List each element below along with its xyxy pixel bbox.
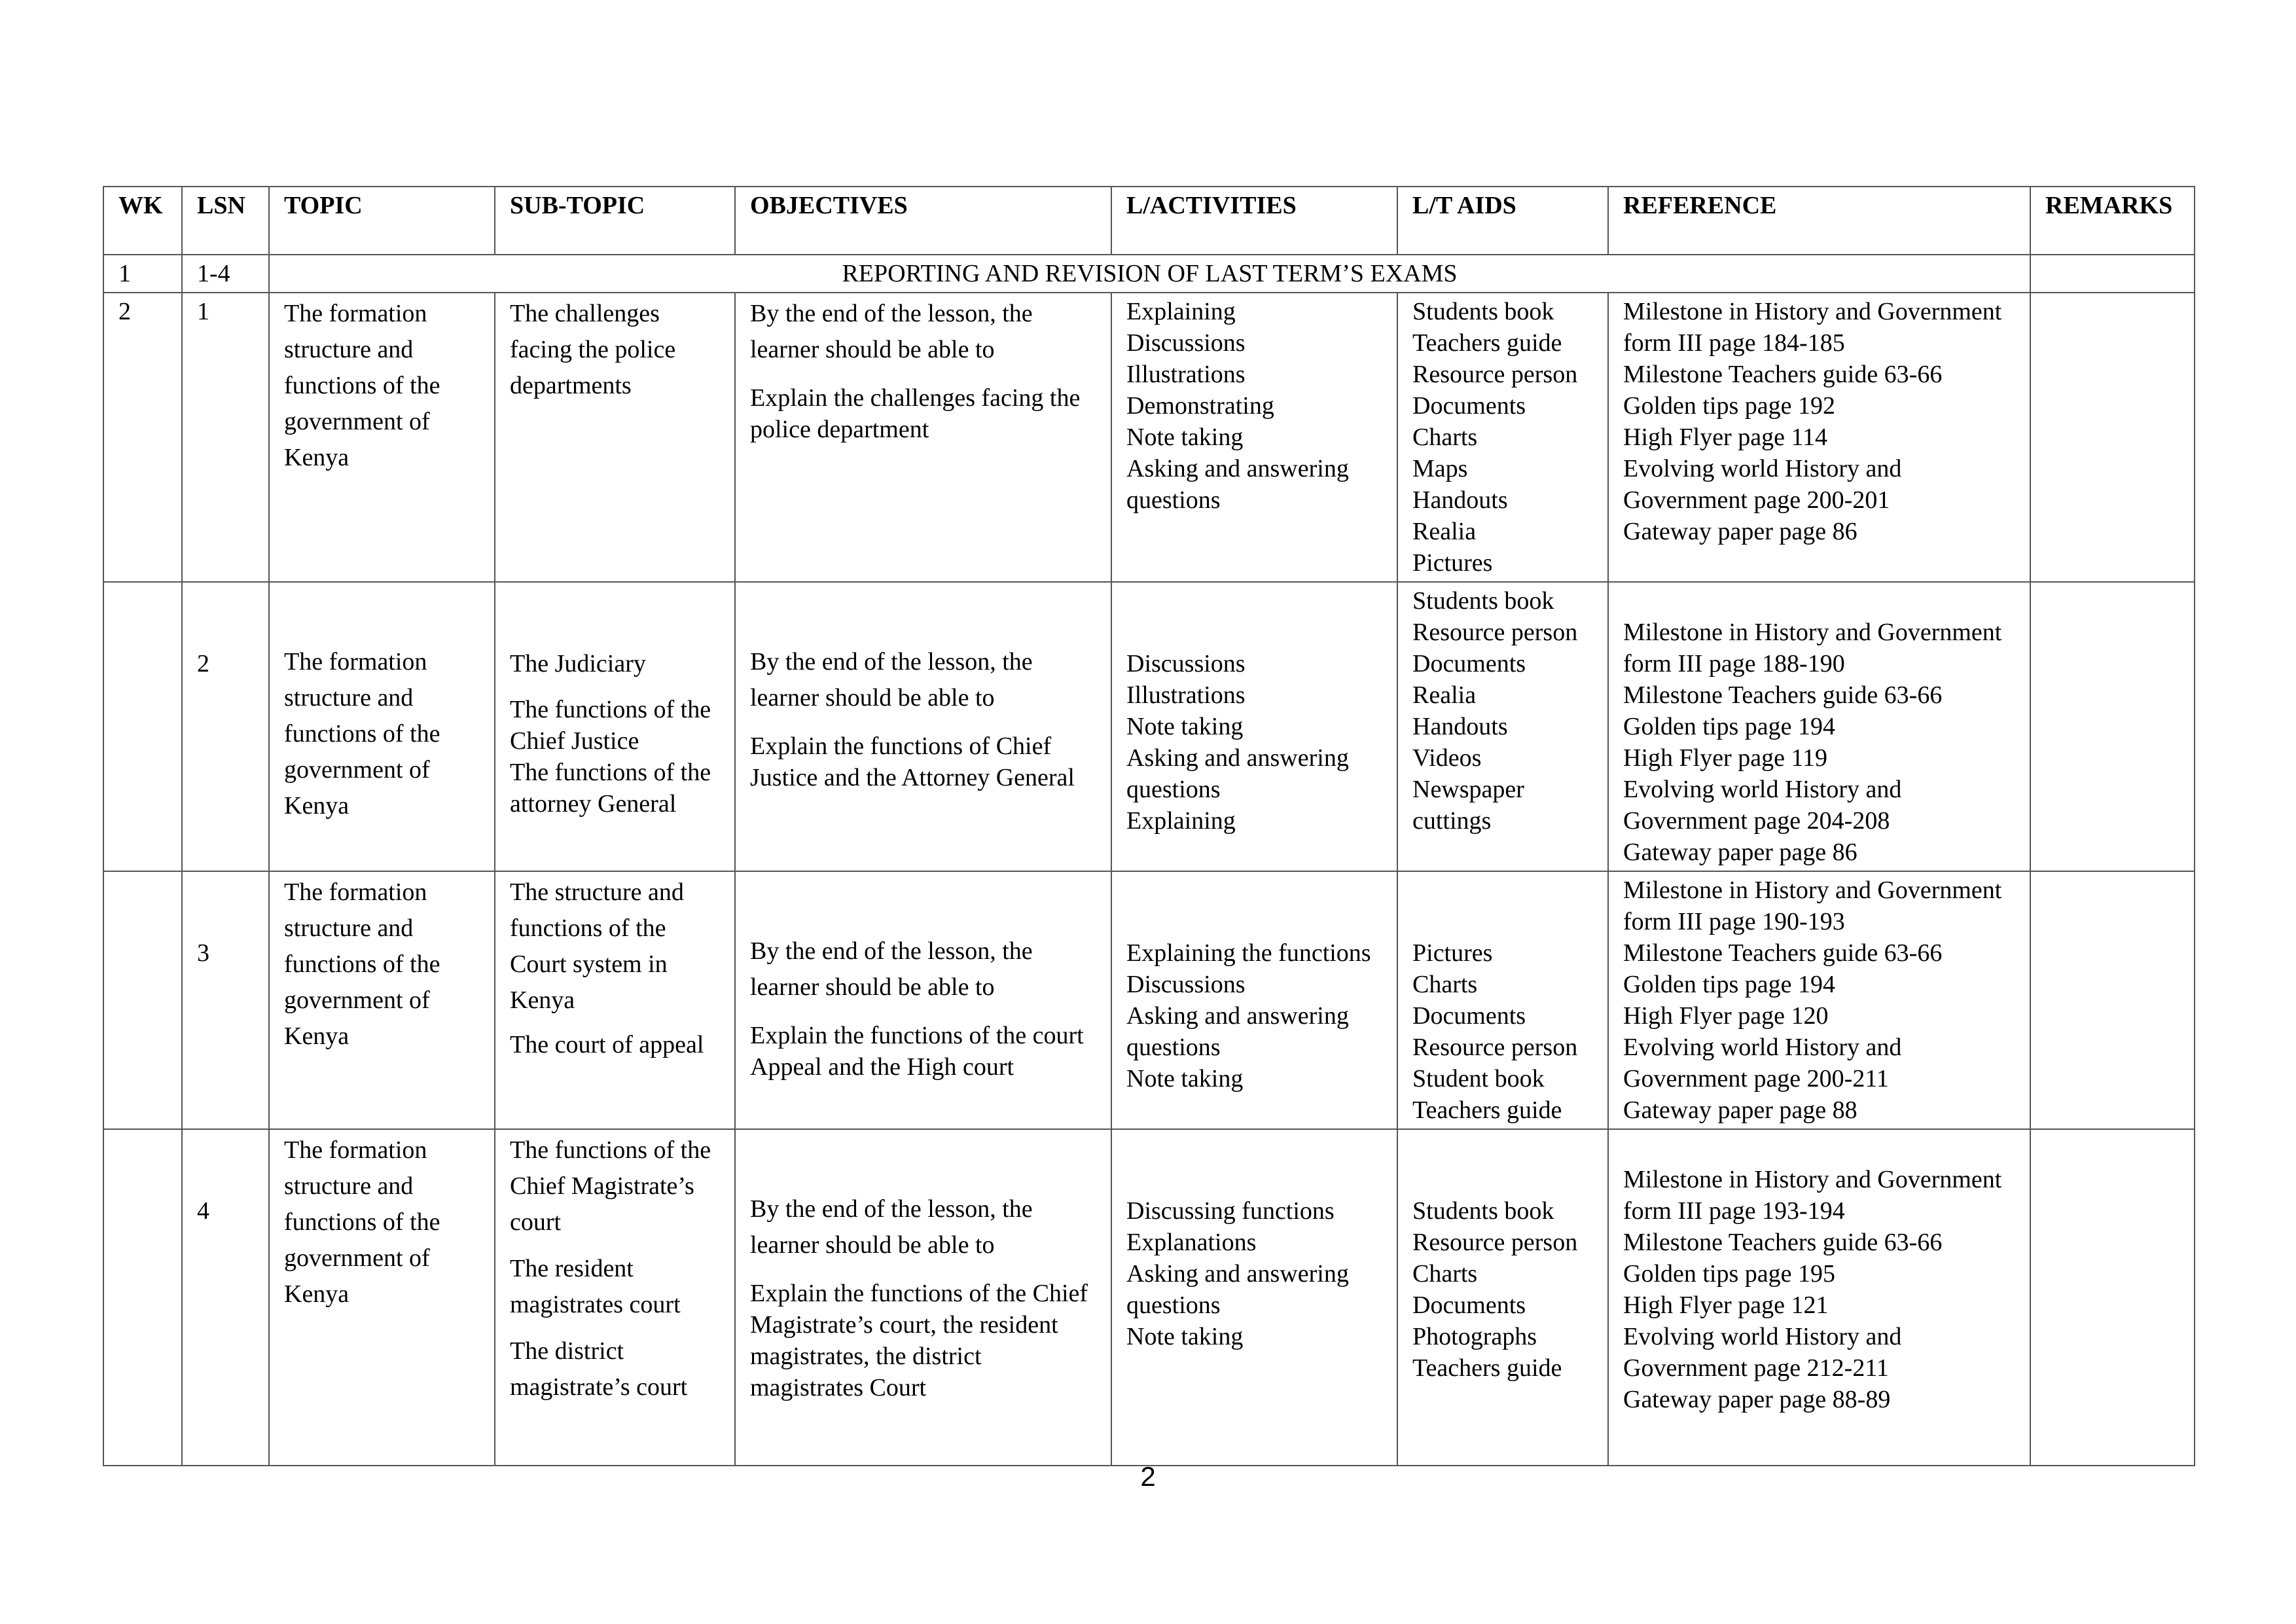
header-wk: WK	[103, 187, 182, 255]
objectives-intro: By the end of the lesson, the learner should be able to	[750, 937, 1033, 1001]
cell-wk	[103, 871, 182, 1129]
cell-activities: Explaining the functions Discussions Asking and answering questions Note taking	[1111, 871, 1397, 1129]
scheme-of-work-table	[103, 186, 2195, 1466]
cell-topic: The formation structure and functions of the government of Kenya	[269, 582, 495, 871]
cell-activities: Explaining Discussions Illustrations Demonstrating Note taking Asking and answering questions	[1111, 293, 1397, 582]
cell-lsn: 1	[182, 293, 269, 582]
header-reference: REFERENCE	[1608, 187, 2030, 255]
lesson-row	[103, 293, 2195, 582]
revision-banner: REPORTING AND REVISION OF LAST TERM’S EXAMS	[269, 255, 2030, 293]
header-subtopic: SUB-TOPIC	[495, 187, 735, 255]
cell-objectives	[735, 582, 1111, 871]
subtopic-part: The Judiciary	[510, 650, 646, 677]
subtopic-part: The district magistrate’s court	[510, 1337, 688, 1401]
subtopic-part: The resident magistrates court	[510, 1255, 681, 1318]
cell-remarks	[2030, 871, 2195, 1129]
objectives-detail: Explain the functions of Chief Justice and the Attorney General	[750, 732, 1075, 791]
objectives-intro: By the end of the lesson, the learner should be able to	[750, 648, 1033, 712]
subtopic-part: The functions of the Chief Justice The functions of the attorney General	[510, 696, 711, 818]
page-number: 2	[1140, 1461, 1156, 1492]
subtopic-part: The court of appeal	[510, 1031, 704, 1058]
cell-aids: Students book Resource person Charts Documents Photographs Teachers guide	[1397, 1129, 1608, 1466]
cell-reference: Milestone in History and Government form III page 190-193 Milestone Teachers guide 63-66 Golden tips page 194 High Flyer page 120 Evolving world History and Government page 200-211 Gateway paper page 88	[1608, 871, 2030, 1129]
header-aids: L/T AIDS	[1397, 187, 1608, 255]
cell-activities: Discussions Illustrations Note taking Asking and answering questions Explaining	[1111, 582, 1397, 871]
cell-subtopic	[495, 1129, 735, 1466]
cell-remarks	[2030, 582, 2195, 871]
header-topic: TOPIC	[269, 187, 495, 255]
lesson-row	[103, 582, 2195, 871]
cell-remarks	[2030, 293, 2195, 582]
revision-wk: 1	[103, 255, 182, 293]
objectives-detail: Explain the functions of the Chief Magistrate’s court, the resident magistrates, the district magistrates Court	[750, 1280, 1088, 1401]
cell-subtopic	[495, 582, 735, 871]
cell-lsn: 3	[182, 871, 269, 1129]
lesson-row	[103, 871, 2195, 1129]
cell-lsn: 4	[182, 1129, 269, 1466]
header-objectives: OBJECTIVES	[735, 187, 1111, 255]
revision-row	[103, 255, 2195, 293]
cell-aids: Pictures Charts Documents Resource person Student book Teachers guide	[1397, 871, 1608, 1129]
cell-wk	[103, 582, 182, 871]
subtopic-part: The structure and functions of the Court system in Kenya	[510, 878, 684, 1014]
cell-subtopic	[495, 871, 735, 1129]
cell-subtopic: The challenges facing the police departments	[495, 293, 735, 582]
cell-topic: The formation structure and functions of the government of Kenya	[269, 871, 495, 1129]
cell-aids: Students book Teachers guide Resource person Documents Charts Maps Handouts Realia Pictures	[1397, 293, 1608, 582]
cell-activities: Discussing functions Explanations Asking and answering questions Note taking	[1111, 1129, 1397, 1466]
header-activities: L/ACTIVITIES	[1111, 187, 1397, 255]
revision-remarks	[2030, 255, 2195, 293]
objectives-intro: By the end of the lesson, the learner should be able to	[750, 1195, 1033, 1259]
cell-objectives	[735, 1129, 1111, 1466]
cell-objectives	[735, 293, 1111, 582]
cell-reference: Milestone in History and Government form III page 188-190 Milestone Teachers guide 63-66 Golden tips page 194 High Flyer page 119 Evolving world History and Government page 204-208 Gateway paper page 86	[1608, 582, 2030, 871]
header-remarks: REMARKS	[2030, 187, 2195, 255]
header-row	[103, 187, 2195, 255]
lesson-row	[103, 1129, 2195, 1466]
objectives-intro: By the end of the lesson, the learner should be able to	[750, 300, 1033, 363]
subtopic-part: The functions of the Chief Magistrate’s court	[510, 1136, 711, 1236]
cell-remarks	[2030, 1129, 2195, 1466]
cell-topic: The formation structure and functions of the government of Kenya	[269, 1129, 495, 1466]
cell-reference: Milestone in History and Government form III page 193-194 Milestone Teachers guide 63-66 Golden tips page 195 High Flyer page 121 Evolving world History and Government page 212-211 Gateway paper page 88-89	[1608, 1129, 2030, 1466]
revision-lsn: 1-4	[182, 255, 269, 293]
cell-lsn: 2	[182, 582, 269, 871]
cell-wk	[103, 1129, 182, 1466]
cell-aids: Students book Resource person Documents Realia Handouts Videos Newspaper cuttings	[1397, 582, 1608, 871]
objectives-detail: Explain the functions of the court Appeal and the High court	[750, 1022, 1084, 1081]
cell-topic: The formation structure and functions of the government of Kenya	[269, 293, 495, 582]
header-lsn: LSN	[182, 187, 269, 255]
cell-reference: Milestone in History and Government form III page 184-185 Milestone Teachers guide 63-66 Golden tips page 192 High Flyer page 114 Evolving world History and Government page 200-201 Gateway paper page 86	[1608, 293, 2030, 582]
cell-objectives	[735, 871, 1111, 1129]
objectives-detail: Explain the challenges facing the police department	[750, 384, 1081, 443]
cell-wk: 2	[103, 293, 182, 582]
